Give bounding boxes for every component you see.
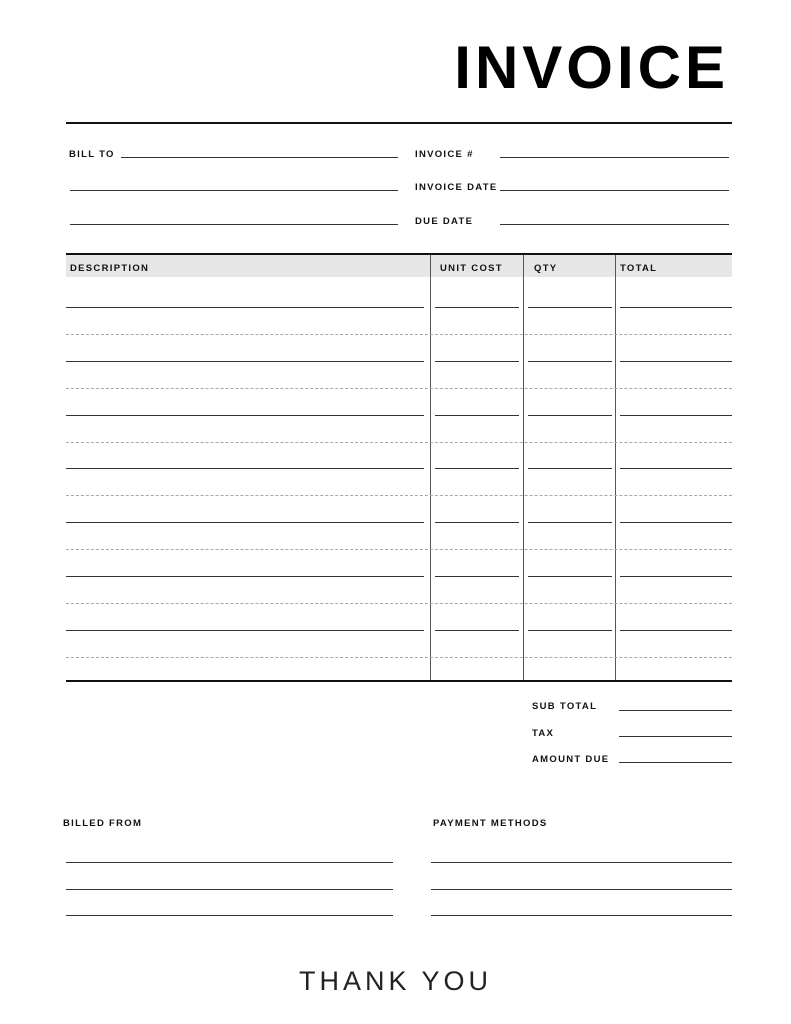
row-qty-line[interactable]: [528, 468, 612, 469]
row-description-line[interactable]: [66, 415, 424, 416]
thank-you-message: THANK YOU: [298, 966, 493, 996]
row-unit-cost-line[interactable]: [435, 361, 519, 362]
bill-to-field-line-2[interactable]: [70, 190, 398, 191]
column-header-total: TOTAL: [620, 263, 658, 274]
row-qty-line[interactable]: [528, 415, 612, 416]
row-qty-line[interactable]: [528, 307, 612, 308]
row-qty-line[interactable]: [528, 576, 612, 577]
payment-methods-line-1[interactable]: [431, 862, 732, 863]
subtotal-label: SUB TOTAL: [532, 701, 598, 712]
row-description-line[interactable]: [66, 468, 424, 469]
row-description-line[interactable]: [66, 522, 424, 523]
billed-from-line-2[interactable]: [66, 889, 393, 890]
payment-methods-line-2[interactable]: [431, 889, 732, 890]
row-total-line[interactable]: [620, 522, 732, 523]
amount-due-label: AMOUNT DUE: [532, 754, 610, 765]
row-description-line[interactable]: [66, 361, 424, 362]
column-header-unit-cost: UNIT COST: [440, 263, 503, 274]
row-total-line[interactable]: [620, 361, 732, 362]
payment-methods-label: PAYMENT METHODS: [433, 818, 548, 829]
row-unit-cost-line[interactable]: [435, 415, 519, 416]
row-unit-cost-line[interactable]: [435, 522, 519, 523]
bill-to-field-line-1[interactable]: [121, 157, 398, 158]
bill-to-field-line-3[interactable]: [70, 224, 398, 225]
invoice-date-field[interactable]: [500, 190, 729, 191]
row-dashed-guide: [66, 388, 732, 389]
row-description-line[interactable]: [66, 307, 424, 308]
amount-due-field[interactable]: [619, 762, 732, 763]
row-qty-line[interactable]: [528, 630, 612, 631]
row-dashed-guide: [66, 549, 732, 550]
column-divider-unit-cost: [430, 255, 431, 681]
row-unit-cost-line[interactable]: [435, 468, 519, 469]
row-total-line[interactable]: [620, 468, 732, 469]
row-total-line[interactable]: [620, 576, 732, 577]
row-dashed-guide: [66, 657, 732, 658]
header-divider: [66, 122, 732, 124]
row-unit-cost-line[interactable]: [435, 307, 519, 308]
row-qty-line[interactable]: [528, 361, 612, 362]
billed-from-line-3[interactable]: [66, 915, 393, 916]
row-dashed-guide: [66, 495, 732, 496]
bill-to-label: BILL TO: [69, 149, 115, 160]
column-header-qty: QTY: [534, 263, 558, 274]
column-header-description: DESCRIPTION: [70, 263, 150, 274]
billed-from-label: BILLED FROM: [63, 818, 143, 829]
row-description-line[interactable]: [66, 576, 424, 577]
invoice-title: INVOICE: [454, 34, 729, 101]
due-date-label: DUE DATE: [415, 216, 474, 227]
row-dashed-guide: [66, 334, 732, 335]
invoice-number-label: INVOICE #: [415, 149, 474, 160]
row-unit-cost-line[interactable]: [435, 576, 519, 577]
billed-from-line-1[interactable]: [66, 862, 393, 863]
tax-label: TAX: [532, 728, 555, 739]
column-divider-total: [615, 255, 616, 681]
column-divider-qty: [523, 255, 524, 681]
row-total-line[interactable]: [620, 630, 732, 631]
row-description-line[interactable]: [66, 630, 424, 631]
subtotal-field[interactable]: [619, 710, 732, 711]
row-dashed-guide: [66, 603, 732, 604]
invoice-date-label: INVOICE DATE: [415, 182, 498, 193]
row-total-line[interactable]: [620, 307, 732, 308]
row-total-line[interactable]: [620, 415, 732, 416]
table-bottom-divider: [66, 680, 732, 682]
row-dashed-guide: [66, 442, 732, 443]
tax-field[interactable]: [619, 736, 732, 737]
invoice-number-field[interactable]: [500, 157, 729, 158]
due-date-field[interactable]: [500, 224, 729, 225]
row-unit-cost-line[interactable]: [435, 630, 519, 631]
payment-methods-line-3[interactable]: [431, 915, 732, 916]
row-qty-line[interactable]: [528, 522, 612, 523]
